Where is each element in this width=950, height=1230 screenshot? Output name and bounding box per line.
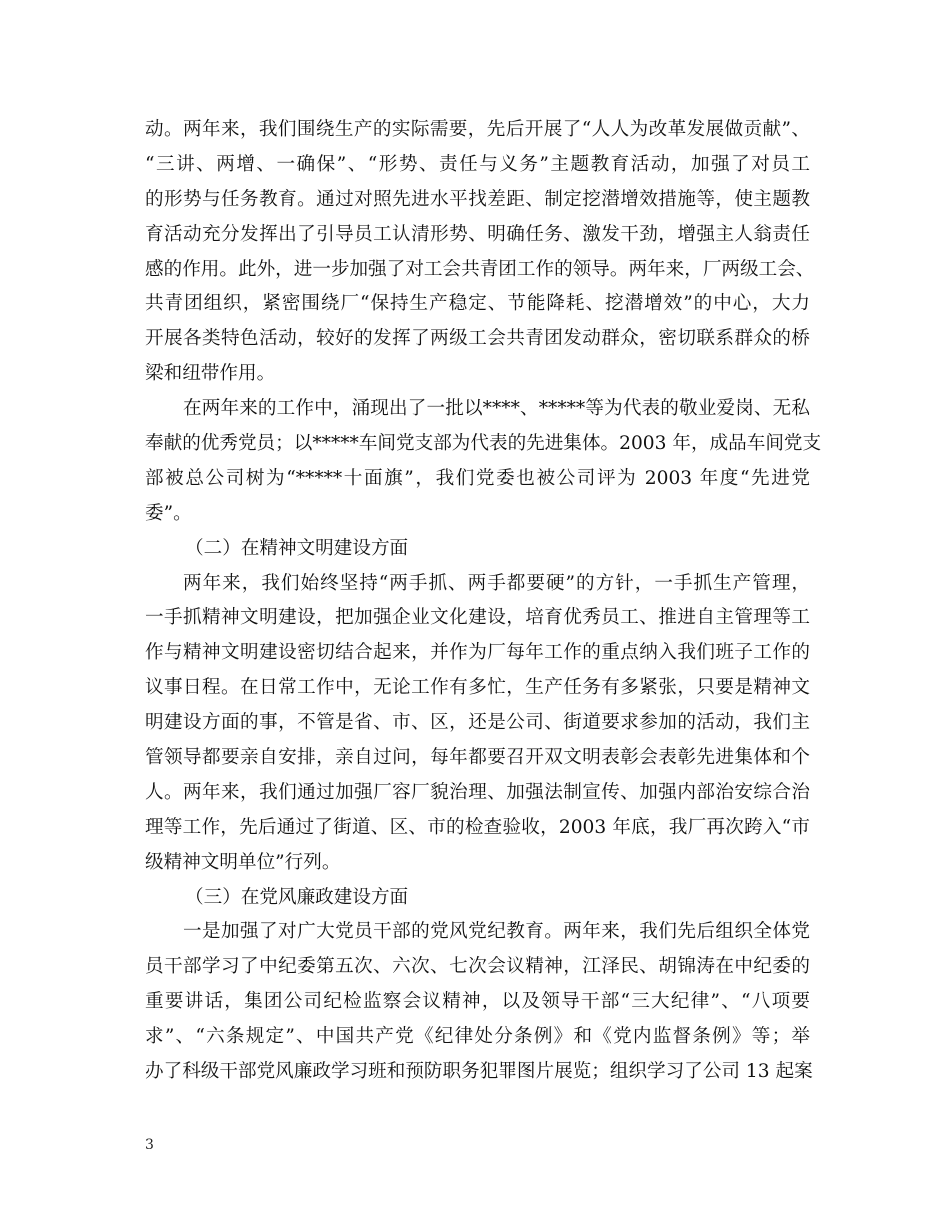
body-line-10: 奉献的优秀党员；以*****车间党支部为代表的先进集体。2003 年，成品车间党支 bbox=[145, 433, 822, 455]
body-line-11: 部被总公司树为“*****十面旗”，我们党委也被公司评为 2003 年度“先进党 bbox=[145, 467, 810, 489]
document-body bbox=[145, 113, 822, 1090]
body-line-15: 一手抓精神文明建设，把加强企业文化建设，培育优秀员工、推进自主管理等工 bbox=[145, 607, 810, 629]
section-heading-3: （三）在党风廉政建设方面 bbox=[185, 886, 409, 908]
body-line-24: 一是加强了对广大党员干部的党风党纪教育。两年来，我们先后组织全体党 bbox=[183, 921, 810, 943]
body-line-14: 两年来，我们始终坚持“两手抓、两手都要硬”的方针，一手抓生产管理， bbox=[183, 572, 810, 594]
body-line-25: 员干部学习了中纪委第五次、六次、七次会议精神，江泽民、胡锦涛在中纪委的 bbox=[145, 956, 810, 978]
body-line-22: 级精神文明单位”行列。 bbox=[145, 851, 341, 873]
body-line-3: 的形势与任务教育。通过对照先进水平找差距、制定挖潜增效措施等，使主题教 bbox=[145, 188, 810, 210]
body-line-21: 理等工作，先后通过了街道、区、市的检查验收，2003 年底，我厂再次跨入“市 bbox=[145, 816, 810, 838]
body-line-27: 求”、“六条规定”、中国共产党《纪律处分条例》和《党内监督条例》等；举 bbox=[145, 1026, 810, 1048]
body-line-16: 作与精神文明建设密切结合起来，并作为厂每年工作的重点纳入我们班子工作的 bbox=[145, 642, 810, 664]
body-line-9: 在两年来的工作中，涌现出了一批以****、*****等为代表的敬业爱岗、无私 bbox=[183, 398, 810, 420]
body-line-4: 育活动充分发挥出了引导员工认清形势、明确任务、激发干劲，增强主人翁责任 bbox=[145, 223, 810, 245]
body-line-2: “三讲、两增、一确保”、“形势、责任与义务”主题教育活动，加强了对员工 bbox=[145, 153, 810, 175]
body-line-19: 管领导都要亲自安排，亲自过问，每年都要召开双文明表彰会表彰先进集体和个 bbox=[145, 747, 810, 769]
body-line-5: 感的作用。此外，进一步加强了对工会共青团工作的领导。两年来，厂两级工会、 bbox=[145, 258, 815, 280]
body-line-20: 人。两年来，我们通过加强厂容厂貌治理、加强法制宣传、加强内部治安综合治 bbox=[145, 781, 810, 803]
body-line-7: 开展各类特色活动，较好的发挥了两级工会共青团发动群众，密切联系群众的桥 bbox=[145, 328, 810, 350]
body-line-1: 动。两年来，我们围绕生产的实际需要，先后开展了“人人为改革发展做贡献”、 bbox=[145, 119, 810, 140]
section-heading-2: （二）在精神文明建设方面 bbox=[185, 537, 409, 559]
body-line-18: 明建设方面的事，不管是省、市、区，还是公司、街道要求参加的活动，我们主 bbox=[145, 712, 810, 734]
body-line-28: 办了科级干部党风廉政学习班和预防职务犯罪图片展览；组织学习了公司 13 起案 bbox=[145, 1061, 813, 1083]
body-line-12: 委”。 bbox=[145, 502, 192, 524]
body-line-17: 议事日程。在日常工作中，无论工作有多忙，生产任务有多紧张，只要是精神文 bbox=[145, 677, 810, 699]
body-line-8: 梁和纽带作用。 bbox=[145, 363, 276, 385]
body-line-6: 共青团组织，紧密围绕厂“保持生产稳定、节能降耗、挖潜增效”的中心，大力 bbox=[145, 293, 810, 315]
page-number: 3 bbox=[145, 1137, 154, 1153]
body-line-26: 重要讲话，集团公司纪检监察会议精神，以及领导干部“三大纪律”、“八项要 bbox=[145, 991, 810, 1013]
